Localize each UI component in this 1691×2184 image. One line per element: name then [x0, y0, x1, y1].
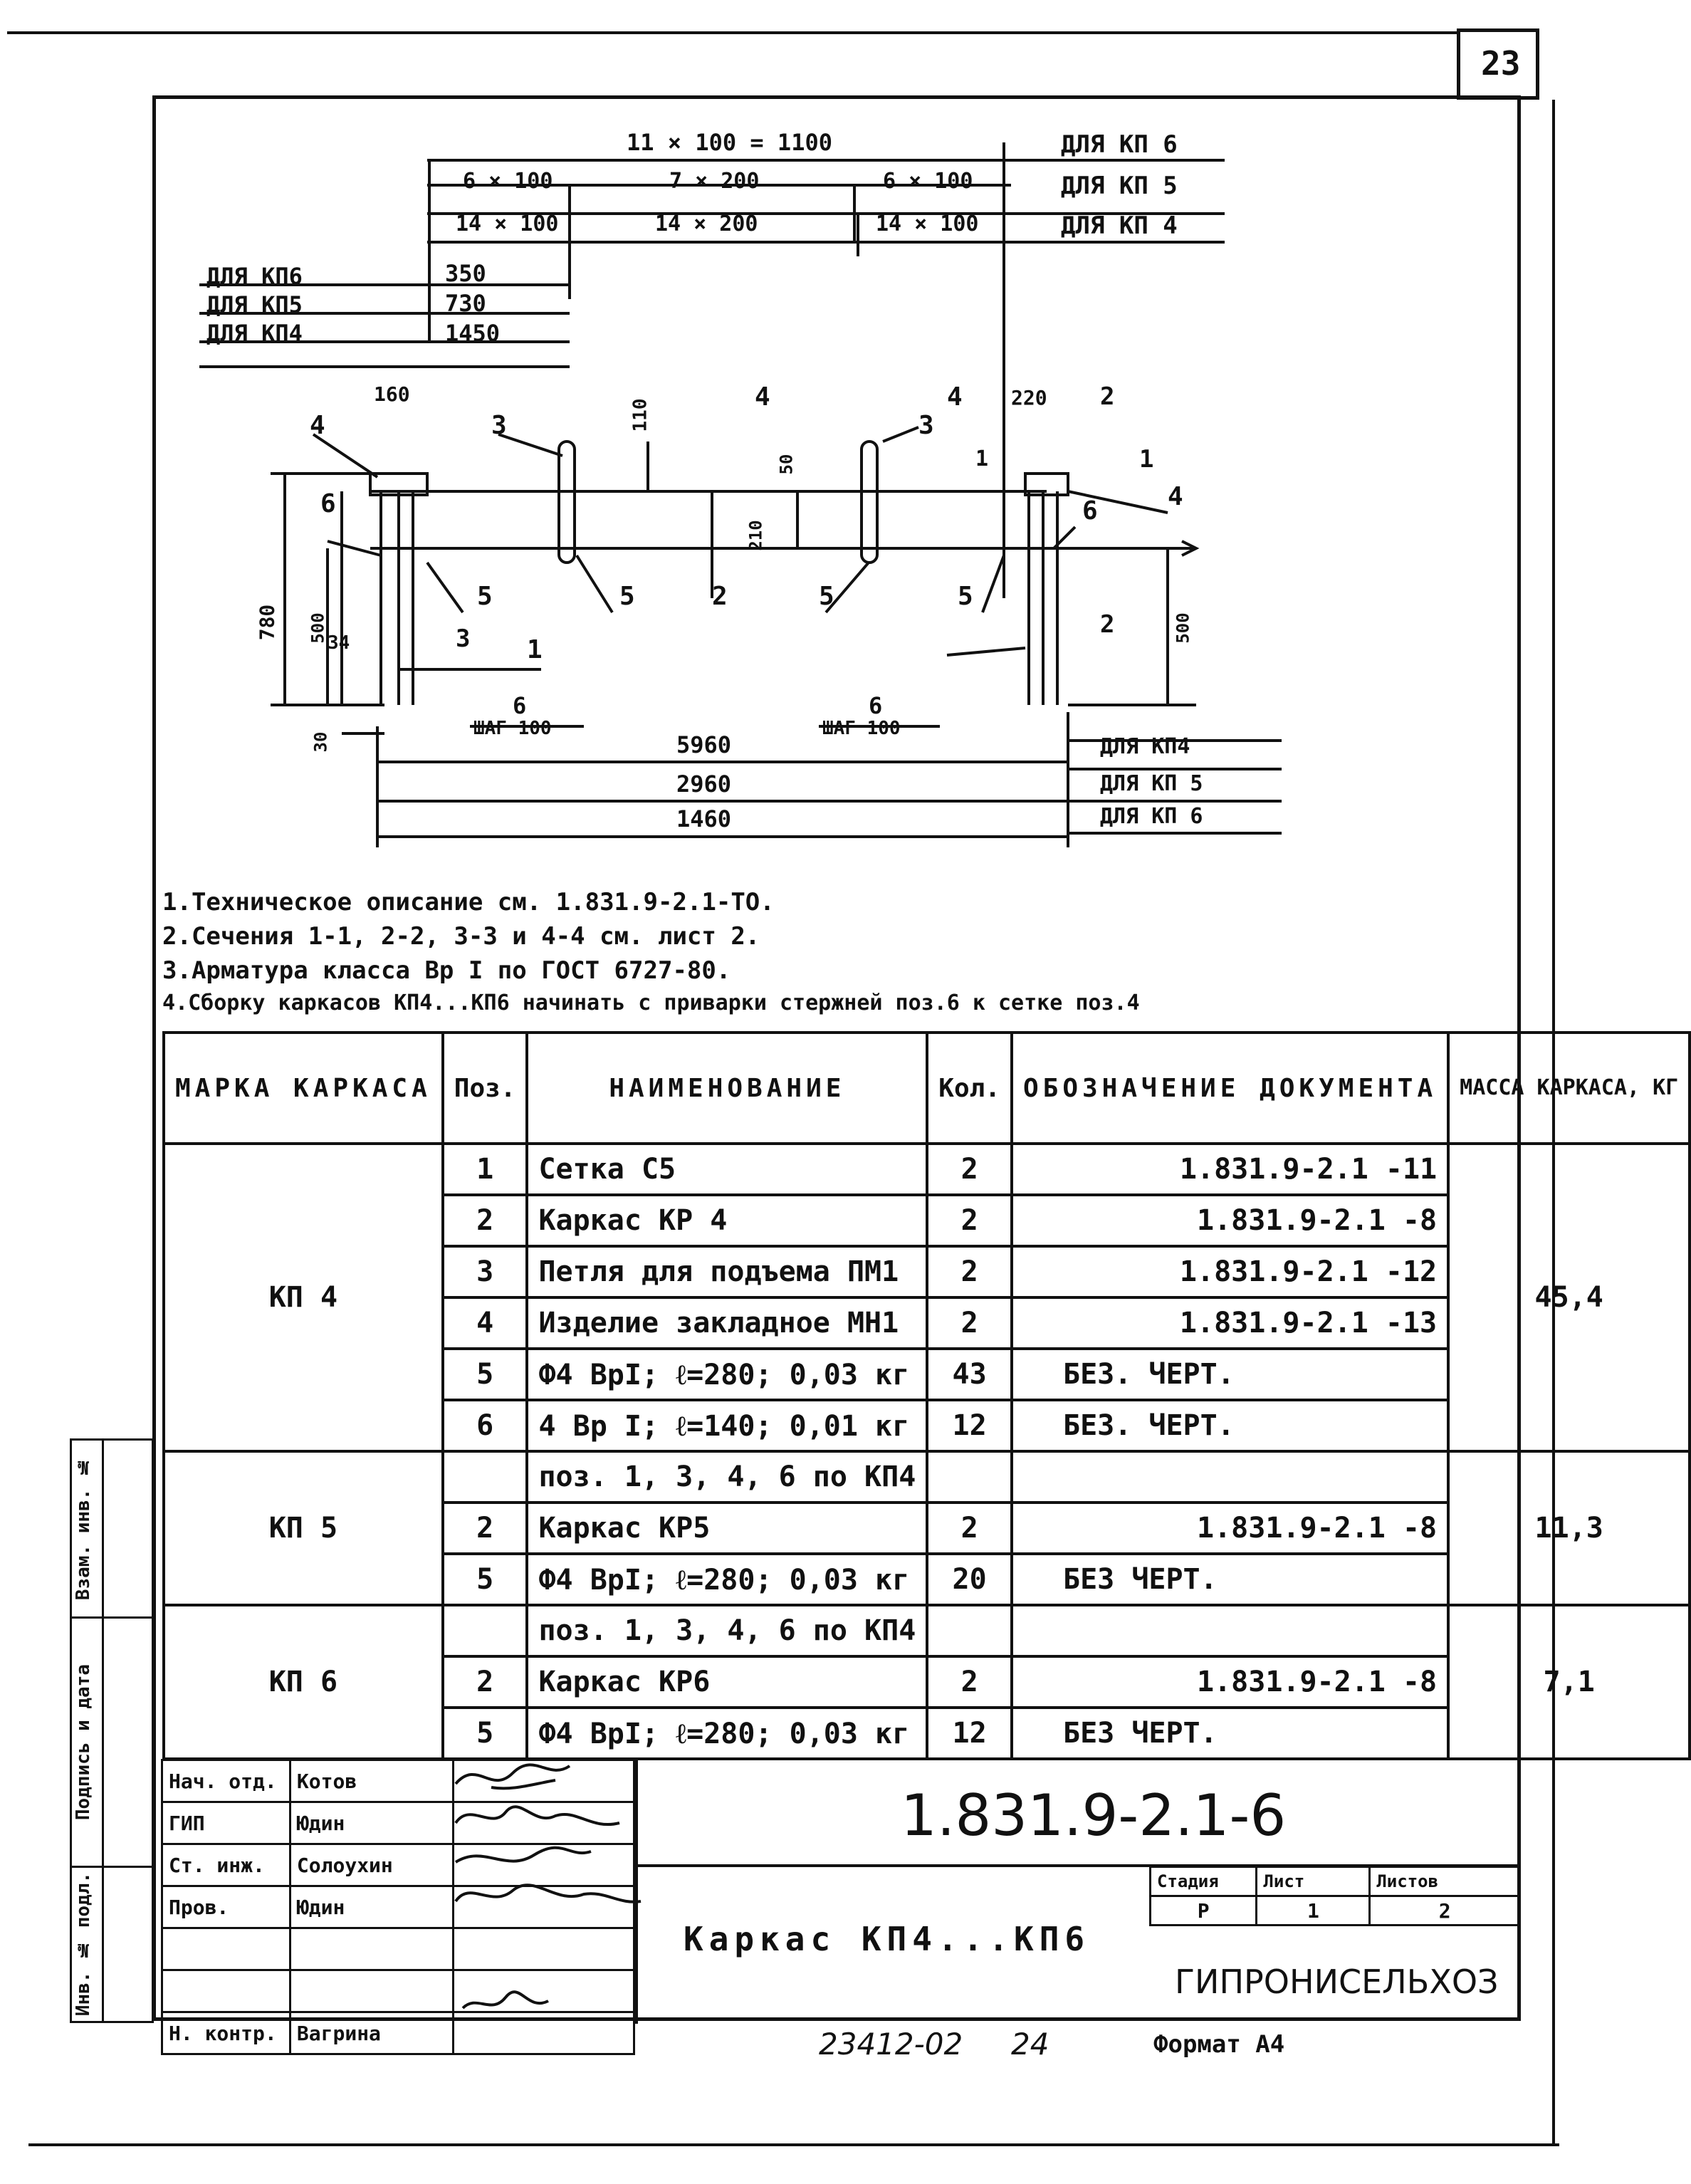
mass-kp5: 11,3 — [1448, 1451, 1690, 1605]
dim-kp4-left: 14 × 100 — [456, 211, 559, 236]
person-cell — [290, 1970, 453, 2012]
role-cell — [162, 1928, 290, 1970]
qty-cell: 12 — [927, 1708, 1012, 1759]
side-cell — [71, 1618, 103, 1867]
doc-cell: БЕЗ. ЧЕРТ. — [1012, 1349, 1448, 1400]
callout-6-right: 6 — [1082, 496, 1098, 526]
role-cell: Ст. инж. — [162, 1844, 290, 1886]
callout-6-step-right: 6 — [869, 692, 883, 719]
dim-780: 780 — [255, 604, 279, 641]
pos-cell: 2 — [443, 1503, 528, 1554]
qty-cell: 2 — [927, 1503, 1012, 1554]
sheet-number: 23 — [1481, 44, 1521, 83]
role-cell: Пров. — [162, 1886, 290, 1928]
doc-cell: БЕЗ ЧЕРТ. — [1012, 1554, 1448, 1605]
dim-kp5-left: 6 × 100 — [463, 169, 553, 194]
section-mark-4-right: 4 — [947, 382, 963, 412]
footer-number: 23412-02 — [819, 2027, 963, 2062]
qty-cell: 2 — [927, 1656, 1012, 1708]
dim-kp6-total: 11 × 100 = 1100 — [627, 129, 832, 156]
label-for-kp6-left: ДЛЯ КП6 — [206, 263, 303, 290]
dim-34: 34 — [328, 632, 350, 654]
dim-210: 210 — [745, 520, 766, 551]
callout-5-c: 5 — [819, 582, 834, 611]
qty-cell — [927, 1605, 1012, 1656]
table-row — [164, 1144, 1690, 1195]
header-mass: МАССА КАРКАСА, КГ — [1448, 1033, 1690, 1144]
label-for-kp5-top: ДЛЯ КП 5 — [1061, 172, 1178, 200]
dim-kp4-mid: 14 × 200 — [655, 211, 758, 236]
name-cell: поз. 1, 3, 4, 6 по КП4 — [527, 1605, 927, 1656]
doc-cell: 1.831.9-2.1 -13 — [1012, 1297, 1448, 1349]
callout-2: 2 — [712, 582, 728, 611]
doc-cell: БЕЗ. ЧЕРТ. — [1012, 1400, 1448, 1451]
pos-cell — [443, 1605, 528, 1656]
drawing-designation: 1.831.9-2.1-6 — [901, 1782, 1287, 1849]
pos-cell: 5 — [443, 1708, 528, 1759]
name-cell: Каркас КР 4 — [527, 1195, 927, 1246]
qty-cell: 43 — [927, 1349, 1012, 1400]
side-cell-blank — [103, 1440, 153, 1618]
callout-1: 1 — [527, 635, 543, 664]
side-inv-podl: Инв. № подл. — [73, 1872, 94, 2017]
mass-kp6: 7,1 — [1448, 1605, 1690, 1759]
person-cell: Юдин — [290, 1886, 453, 1928]
pos-cell — [443, 1451, 528, 1503]
pos-cell: 5 — [443, 1349, 528, 1400]
organization: ГИПРОНИСЕЛЬХОЗ — [1175, 1963, 1499, 2001]
doc-cell: 1.831.9-2.1 -12 — [1012, 1246, 1448, 1297]
section-mark-2-right: 2 — [1100, 610, 1115, 639]
label-for-kp5-bottom: ДЛЯ КП 5 — [1100, 771, 1203, 796]
callout-5-d: 5 — [958, 582, 973, 611]
table-row — [164, 1605, 1690, 1656]
callout-3-right: 3 — [918, 411, 934, 440]
section-mark-2-top: 2 — [1100, 382, 1115, 411]
side-vzam: Взам. инв. № — [73, 1456, 94, 1601]
name-cell: Сетка С5 — [527, 1144, 927, 1195]
side-cell-blank — [103, 1867, 153, 2022]
len-kp4: 5960 — [676, 731, 732, 758]
dim-160: 160 — [374, 382, 410, 406]
pos-cell: 3 — [443, 1246, 528, 1297]
qty-cell — [927, 1451, 1012, 1503]
pos-cell: 2 — [443, 1195, 528, 1246]
name-cell: Ф4 ВрI; ℓ=280; 0,03 кг — [527, 1349, 927, 1400]
qty-cell: 2 — [927, 1297, 1012, 1349]
dim-kp5-mid: 7 × 200 — [669, 169, 760, 194]
doc-cell: 1.831.9-2.1 -8 — [1012, 1656, 1448, 1708]
side-stamp — [70, 1438, 154, 2023]
name-cell: 4 Вр I; ℓ=140; 0,01 кг — [527, 1400, 927, 1451]
person-cell: Солоухин — [290, 1844, 453, 1886]
side-cell-blank — [103, 1618, 153, 1867]
qty-cell: 2 — [927, 1246, 1012, 1297]
pos-cell: 2 — [443, 1656, 528, 1708]
side-cell — [71, 1440, 103, 1618]
pos-cell: 6 — [443, 1400, 528, 1451]
side-podpis: Подпись и дата — [73, 1663, 94, 1821]
dim-110: 110 — [629, 398, 651, 432]
pos-cell: 5 — [443, 1554, 528, 1605]
len-kp5: 2960 — [676, 770, 732, 798]
name-cell: Петля для подъема ПМ1 — [527, 1246, 927, 1297]
mark-kp4: КП 4 — [164, 1144, 443, 1451]
section-mark-1-top: 1 — [975, 446, 989, 471]
note-2: 2.Сечения 1-1, 2-2, 3-3 и 4-4 см. лист 2. — [162, 922, 760, 951]
drawing-title: Каркас КП4...КП6 — [684, 1920, 1091, 1958]
note-1: 1.Техническое описание см. 1.831.9-2.1-ТО. — [162, 888, 775, 916]
side-cell — [71, 1867, 103, 2022]
footer-page: 24 — [1011, 2027, 1049, 2062]
name-cell: Каркас КР5 — [527, 1503, 927, 1554]
label-for-kp4-top: ДЛЯ КП 4 — [1061, 211, 1178, 240]
header-qty: Кол. — [927, 1033, 1012, 1144]
header-name: НАИМЕНОВАНИЕ — [527, 1033, 927, 1144]
mark-kp6: КП 6 — [164, 1605, 443, 1759]
specification-table — [162, 1031, 1691, 1760]
callout-4-left: 4 — [310, 411, 325, 440]
note-4: 4.Сборку каркасов КП4...КП6 начинать с приварки стержней поз.6 к сетке поз.4 — [162, 991, 1140, 1015]
mark-kp5: КП 5 — [164, 1451, 443, 1605]
pos-cell: 4 — [443, 1297, 528, 1349]
doc-cell: 1.831.9-2.1 -8 — [1012, 1195, 1448, 1246]
label-for-kp4-left: ДЛЯ КП4 — [206, 320, 303, 347]
sheets-label: Листов — [1370, 1867, 1520, 1896]
person-cell — [290, 1928, 453, 1970]
callout-5-a: 5 — [477, 582, 493, 611]
qty-cell: 20 — [927, 1554, 1012, 1605]
person-cell: Вагрина — [290, 2012, 453, 2054]
footer-format: Формат А4 — [1153, 2030, 1285, 2059]
name-cell: Каркас КР6 — [527, 1656, 927, 1708]
note-3: 3.Арматура класса Вр I по ГОСТ 6727-80. — [162, 956, 731, 985]
role-cell — [162, 1970, 290, 2012]
sheets-value: 2 — [1370, 1896, 1520, 1926]
qty-cell: 2 — [927, 1195, 1012, 1246]
name-cell: Изделие закладное МН1 — [527, 1297, 927, 1349]
role-cell: Н. контр. — [162, 2012, 290, 2054]
callout-5-b: 5 — [619, 582, 635, 611]
qty-cell: 2 — [927, 1144, 1012, 1195]
doc-cell: 1.831.9-2.1 -11 — [1012, 1144, 1448, 1195]
callout-4-right: 4 — [1168, 482, 1183, 511]
doc-cell: БЕЗ ЧЕРТ. — [1012, 1708, 1448, 1759]
step-left: ШАГ 100 — [473, 718, 552, 739]
header-mark: МАРКА КАРКАСА — [164, 1033, 443, 1144]
qty-cell: 12 — [927, 1400, 1012, 1451]
section-mark-3-left: 3 — [456, 625, 471, 653]
sheet-value: 1 — [1257, 1896, 1370, 1926]
table-row — [164, 1451, 1690, 1503]
label-for-kp6-bottom: ДЛЯ КП 6 — [1100, 804, 1203, 829]
doc-cell — [1012, 1605, 1448, 1656]
doc-cell: 1.831.9-2.1 -8 — [1012, 1503, 1448, 1554]
callout-6-step-left: 6 — [513, 692, 527, 719]
dim-1450: 1450 — [445, 320, 501, 347]
section-mark-1-right: 1 — [1139, 445, 1154, 474]
doc-cell — [1012, 1451, 1448, 1503]
name-cell: поз. 1, 3, 4, 6 по КП4 — [527, 1451, 927, 1503]
dim-350: 350 — [445, 260, 486, 287]
stage-value-row — [1151, 1896, 1520, 1926]
callout-3-left: 3 — [491, 411, 507, 440]
header-designation: ОБОЗНАЧЕНИЕ ДОКУМЕНТА — [1012, 1033, 1448, 1144]
stage-header-row — [1151, 1867, 1520, 1896]
name-cell: Ф4 ВрI; ℓ=280; 0,03 кг — [527, 1554, 927, 1605]
dim-30: 30 — [310, 731, 331, 753]
role-cell: ГИП — [162, 1802, 290, 1844]
sheet-label: Лист — [1257, 1867, 1370, 1896]
label-for-kp5-left: ДЛЯ КП5 — [206, 291, 303, 318]
header-pos: Поз. — [443, 1033, 528, 1144]
len-kp6: 1460 — [676, 805, 732, 832]
stage-value: Р — [1151, 1896, 1257, 1926]
person-cell: Котов — [290, 1760, 453, 1802]
spec-header-row — [164, 1033, 1690, 1144]
person-cell: Юдин — [290, 1802, 453, 1844]
dim-730: 730 — [445, 290, 486, 317]
dim-220: 220 — [1011, 386, 1047, 409]
callout-6-left: 6 — [320, 489, 336, 518]
dim-kp5-right: 6 × 100 — [883, 169, 973, 194]
dim-50: 50 — [776, 454, 797, 475]
label-for-kp6-top: ДЛЯ КП 6 — [1061, 130, 1178, 159]
stage-table — [1149, 1866, 1521, 1926]
section-mark-4-left: 4 — [755, 382, 770, 412]
step-right: ШАГ 100 — [822, 718, 901, 739]
role-cell: Нач. отд. — [162, 1760, 290, 1802]
bottom-rule — [28, 2143, 1559, 2146]
name-cell: Ф4 ВрI; ℓ=280; 0,03 кг — [527, 1708, 927, 1759]
pos-cell: 1 — [443, 1144, 528, 1195]
signatures-scribble — [449, 1752, 648, 2022]
stage-label: Стадия — [1151, 1867, 1257, 1896]
dim-500-left: 500 — [308, 612, 328, 644]
dim-kp4-right: 14 × 100 — [876, 211, 979, 236]
mass-kp4: 45,4 — [1448, 1144, 1690, 1451]
label-for-kp4-bottom: ДЛЯ КП4 — [1100, 734, 1190, 759]
dim-500-right: 500 — [1173, 612, 1193, 644]
